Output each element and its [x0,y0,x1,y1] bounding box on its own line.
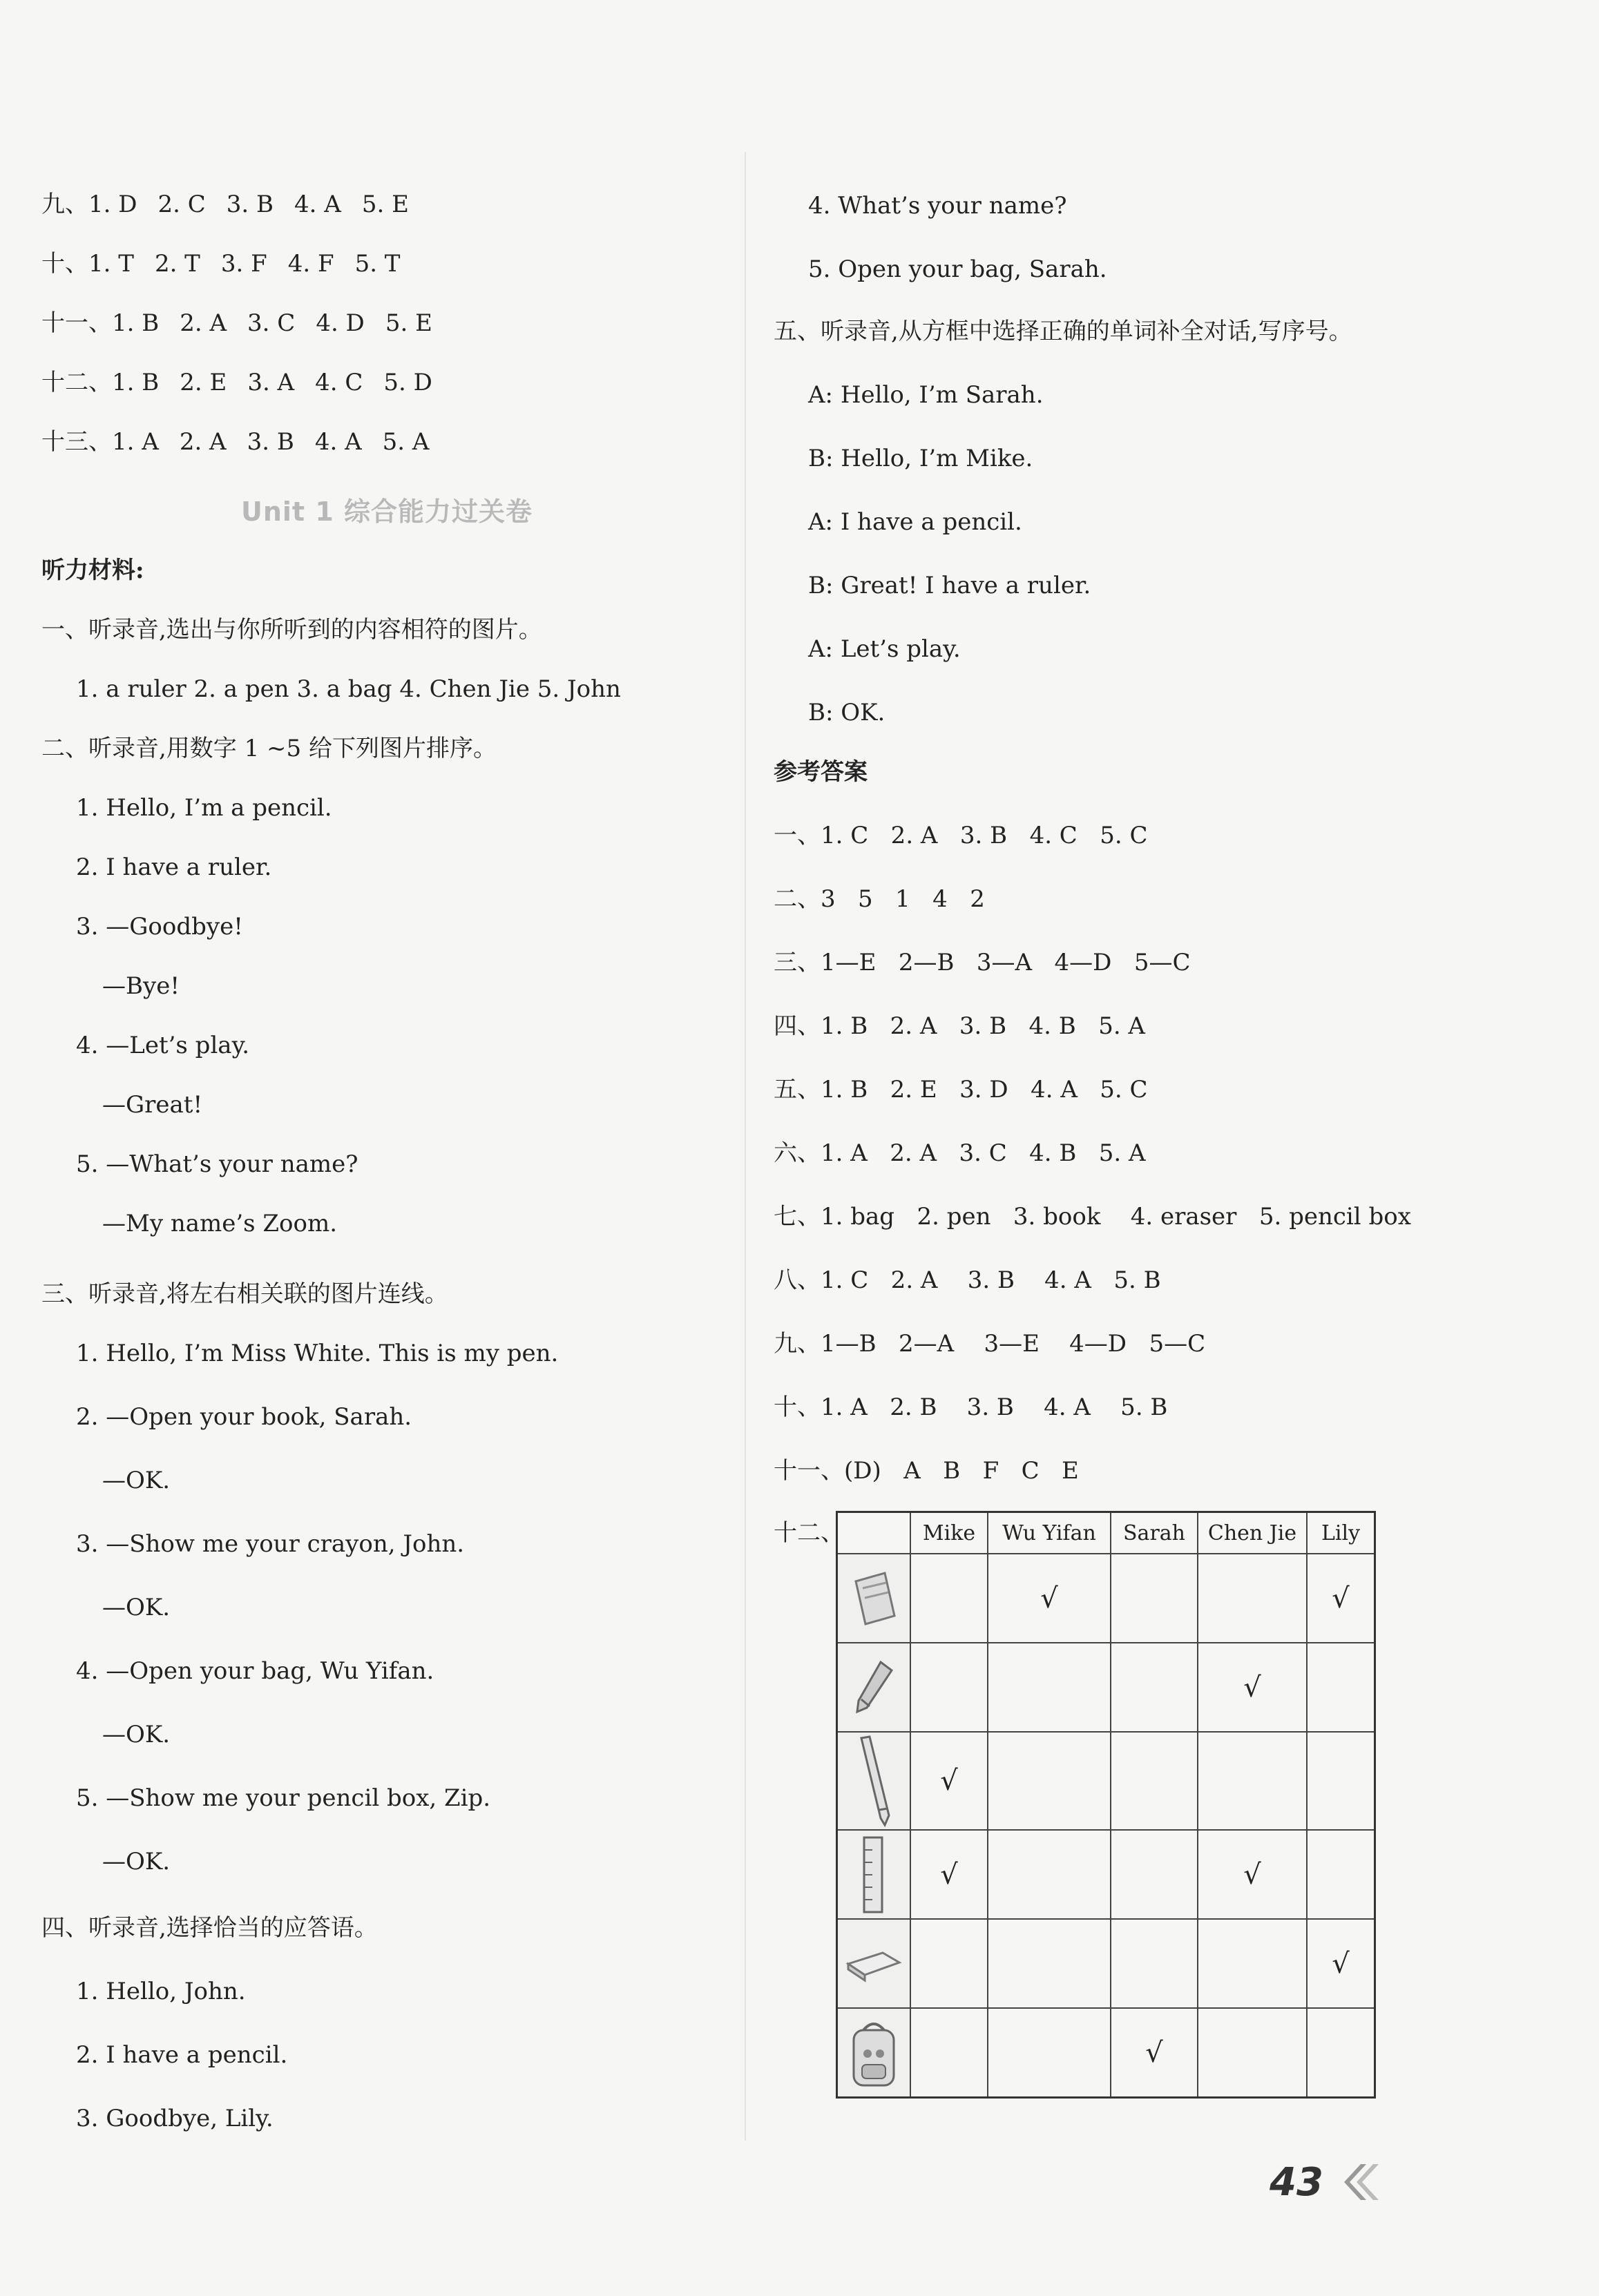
prev-answer-item: 2. C [157,191,206,218]
table-cell: √ [988,1554,1111,1643]
answer-text: 1. C 2. A 3. B 4. C 5. C [821,822,1148,849]
answer-number: 四、 [774,1012,821,1040]
ruler-icon [837,1830,911,1919]
table-cell [1198,1919,1307,2008]
answer-text: 1. A 2. B 3. B 4. A 5. B [821,1393,1168,1421]
prev-answer-item: 1. B [112,369,160,396]
answer-row [774,1266,1161,1294]
table-label: 十二、 [774,1519,844,1547]
table-row [837,1919,1375,2008]
answer-number: 六、 [774,1139,821,1167]
prev-answer-row [41,191,430,218]
prev-answer-item: 2. A [179,428,227,456]
table-cell: √ [1111,2008,1198,2098]
table-cell [1198,1554,1307,1643]
bag-icon [843,2015,905,2091]
header-lily: Lily [1307,1512,1375,1554]
eraser-icon [837,1919,911,2008]
prev-answer-item: 3. A [247,369,295,396]
pencil-icon [837,1732,911,1830]
prev-answer-row [41,309,453,337]
pencil-icon [846,1733,901,1829]
answer-row [774,949,1190,976]
answer-text: 1. A 2. A 3. C 4. B 5. A [821,1139,1146,1167]
listening-heading: 听力材料: [41,557,144,584]
prev-answer-item: 2. T [154,250,200,278]
table-header-row [837,1512,1375,1554]
eraser-icon [843,1936,905,1991]
prev-answer-item: 4. A [294,191,341,218]
table-cell [1198,1732,1307,1830]
answer-row [774,885,985,913]
q3-title: 三、听录音,将左右相关联的图片连线。 [41,1280,448,1308]
answer-row [774,822,1148,849]
q2-line: 1. Hello, I’m a pencil. [76,794,332,822]
prev-answer-item: 3. C [247,309,296,337]
answer-text: 1. B 2. E 3. D 4. A 5. C [821,1076,1148,1103]
q4-line: 3. Goodbye, Lily. [76,2105,274,2132]
table-cell: √ [1307,1554,1375,1643]
answer-row [774,1076,1148,1103]
answer-row [774,1330,1205,1358]
answer-number: 三、 [774,949,821,976]
q3-line: 4. —Open your bag, Wu Yifan. [76,1657,434,1685]
q2-line: 5. —What’s your name? [76,1150,358,1178]
table-cell [910,1554,988,1643]
q5-line: B: OK. [808,699,885,726]
prev-answer-number: 十一、 [41,309,112,337]
header-chen-jie: Chen Jie [1198,1512,1307,1554]
table-cell [988,1643,1111,1732]
prev-answer-item: 5. A [382,428,430,456]
q3-line: —OK. [102,1848,171,1875]
q4-line: 1. Hello, John. [76,1978,246,2005]
answer-row [774,1139,1146,1167]
table-cell [910,1919,988,2008]
answer-text: 1. C 2. A 3. B 4. A 5. B [821,1266,1161,1294]
answer-text: 3 5 1 4 2 [821,885,985,913]
q5-line: B: Great! I have a ruler. [808,572,1091,599]
answer-text: 1. bag 2. pen 3. book 4. eraser 5. pencil box [821,1203,1411,1231]
crayon-icon [846,1657,901,1719]
header-blank [837,1512,911,1554]
q3-line: 1. Hello, I’m Miss White. This is my pen. [76,1340,559,1367]
table-cell: √ [910,1830,988,1919]
prev-answer-number: 十三、 [41,428,112,456]
table-cell [1307,1830,1375,1919]
table-cell [1307,1732,1375,1830]
answer-row [774,1203,1411,1231]
double-chevron-left-icon [1340,2161,1381,2203]
table-row [837,1830,1375,1919]
prev-answer-number: 九、 [41,191,88,218]
prev-answer-item: 5. D [383,369,432,396]
table-cell: √ [910,1732,988,1830]
q4-title: 四、听录音,选择恰当的应答语。 [41,1914,378,1942]
q5-line: A: Hello, I’m Sarah. [808,381,1044,409]
answer-text: 1—B 2—A 3—E 4—D 5—C [821,1330,1206,1358]
q3-line: —OK. [102,1721,171,1748]
table-cell [1198,2008,1307,2098]
answer-text: (D) A B F C E [844,1457,1079,1485]
q3-line: —OK. [102,1594,171,1621]
prev-answer-item: 1. D [88,191,137,218]
table-cell [988,1830,1111,1919]
q4-cont-line: 4. What’s your name? [808,192,1067,220]
prev-answer-item: 1. B [112,309,160,337]
q2-line: 3. —Goodbye! [76,913,243,940]
header-sarah: Sarah [1111,1512,1198,1554]
table-cell: √ [1198,1643,1307,1732]
table-cell [1111,1643,1198,1732]
q3-line: —OK. [102,1467,171,1494]
prev-answer-row [41,250,421,278]
page-number: 43 [1270,2160,1323,2205]
table-cell [1111,1830,1198,1919]
column-divider [745,152,746,2141]
table-cell [1111,1919,1198,2008]
q4-cont-line: 5. Open your bag, Sarah. [808,255,1107,283]
answer-number: 二、 [774,885,821,913]
prev-answer-item: 5. T [354,250,401,278]
answer-number: 五、 [774,1076,821,1103]
answers-heading: 参考答案 [774,758,868,786]
crayon-icon [837,1643,911,1732]
prev-answer-item: 5. E [361,191,409,218]
table-cell [910,1643,988,1732]
table-row [837,1643,1375,1732]
table-cell [1111,1732,1198,1830]
table-cell [1111,1554,1198,1643]
unit-title: Unit 1 综合能力过关卷 [241,496,533,527]
prev-answer-item: 4. C [315,369,363,396]
answer-number: 一、 [774,822,821,849]
prev-answer-item: 5. E [385,309,432,337]
table-cell [1307,1643,1375,1732]
q2-title: 二、听录音,用数字 1 ~5 给下列图片排序。 [41,735,497,762]
prev-answer-item: 2. E [180,369,227,396]
prev-answer-row [41,369,453,396]
answer-number: 十、 [774,1393,821,1421]
prev-answer-item: 1. T [88,250,134,278]
q3-line: 3. —Show me your crayon, John. [76,1530,465,1558]
table-cell [1307,2008,1375,2098]
header-wu-yifan: Wu Yifan [988,1512,1111,1554]
book-icon [837,1554,911,1643]
prev-answer-item: 3. F [220,250,267,278]
answer-number: 九、 [774,1330,821,1358]
table-cell [910,2008,988,2098]
answer-number: 八、 [774,1266,821,1294]
q2-line: —My name’s Zoom. [102,1210,338,1237]
bag-icon [837,2008,911,2098]
answer-table [836,1511,1376,2099]
header-mike: Mike [910,1512,988,1554]
table-row [837,1732,1375,1830]
answer-text: 1—E 2—B 3—A 4—D 5—C [821,949,1191,976]
prev-answer-number: 十、 [41,250,88,278]
q1-items: 1. a ruler 2. a pen 3. a bag 4. Chen Jie 5. John [76,675,621,703]
table-row [837,1554,1375,1643]
q5-line: A: I have a pencil. [808,508,1022,536]
q2-line: 4. —Let’s play. [76,1032,250,1059]
table-cell: √ [1307,1919,1375,2008]
q5-line: A: Let’s play. [808,635,961,663]
prev-answer-item: 4. A [314,428,362,456]
answer-number: 十一、 [774,1457,844,1485]
table-cell [988,1919,1111,2008]
table-row [837,2008,1375,2098]
q4-line: 2. I have a pencil. [76,2041,288,2069]
table-cell: √ [1198,1830,1307,1919]
prev-answer-item: 3. B [226,191,274,218]
q3-line: 5. —Show me your pencil box, Zip. [76,1784,491,1812]
answer-row [774,1393,1167,1421]
q2-line: —Great! [102,1091,203,1119]
answer-number: 七、 [774,1203,821,1231]
q1-title: 一、听录音,选出与你所听到的内容相符的图片。 [41,616,542,644]
prev-answer-item: 4. F [287,250,334,278]
prev-answer-item: 4. D [316,309,365,337]
q2-line: —Bye! [102,972,180,1000]
book-icon [846,1567,901,1630]
prev-answer-item: 2. A [180,309,227,337]
q5-line: B: Hello, I’m Mike. [808,445,1033,472]
answer-row [774,1457,1079,1485]
q2-line: 2. I have a ruler. [76,853,272,881]
q3-line: 2. —Open your book, Sarah. [76,1403,412,1431]
q5-title: 五、听录音,从方框中选择正确的单词补全对话,写序号。 [774,318,1352,345]
answer-text: 1. B 2. A 3. B 4. B 5. A [821,1012,1145,1040]
prev-answer-item: 3. B [247,428,294,456]
answer-row [774,1012,1145,1040]
ruler-icon [846,1833,901,1916]
table-cell [988,2008,1111,2098]
prev-answer-row [41,428,450,456]
prev-answer-item: 1. A [112,428,159,456]
table-cell [988,1732,1111,1830]
prev-answer-number: 十二、 [41,369,112,396]
